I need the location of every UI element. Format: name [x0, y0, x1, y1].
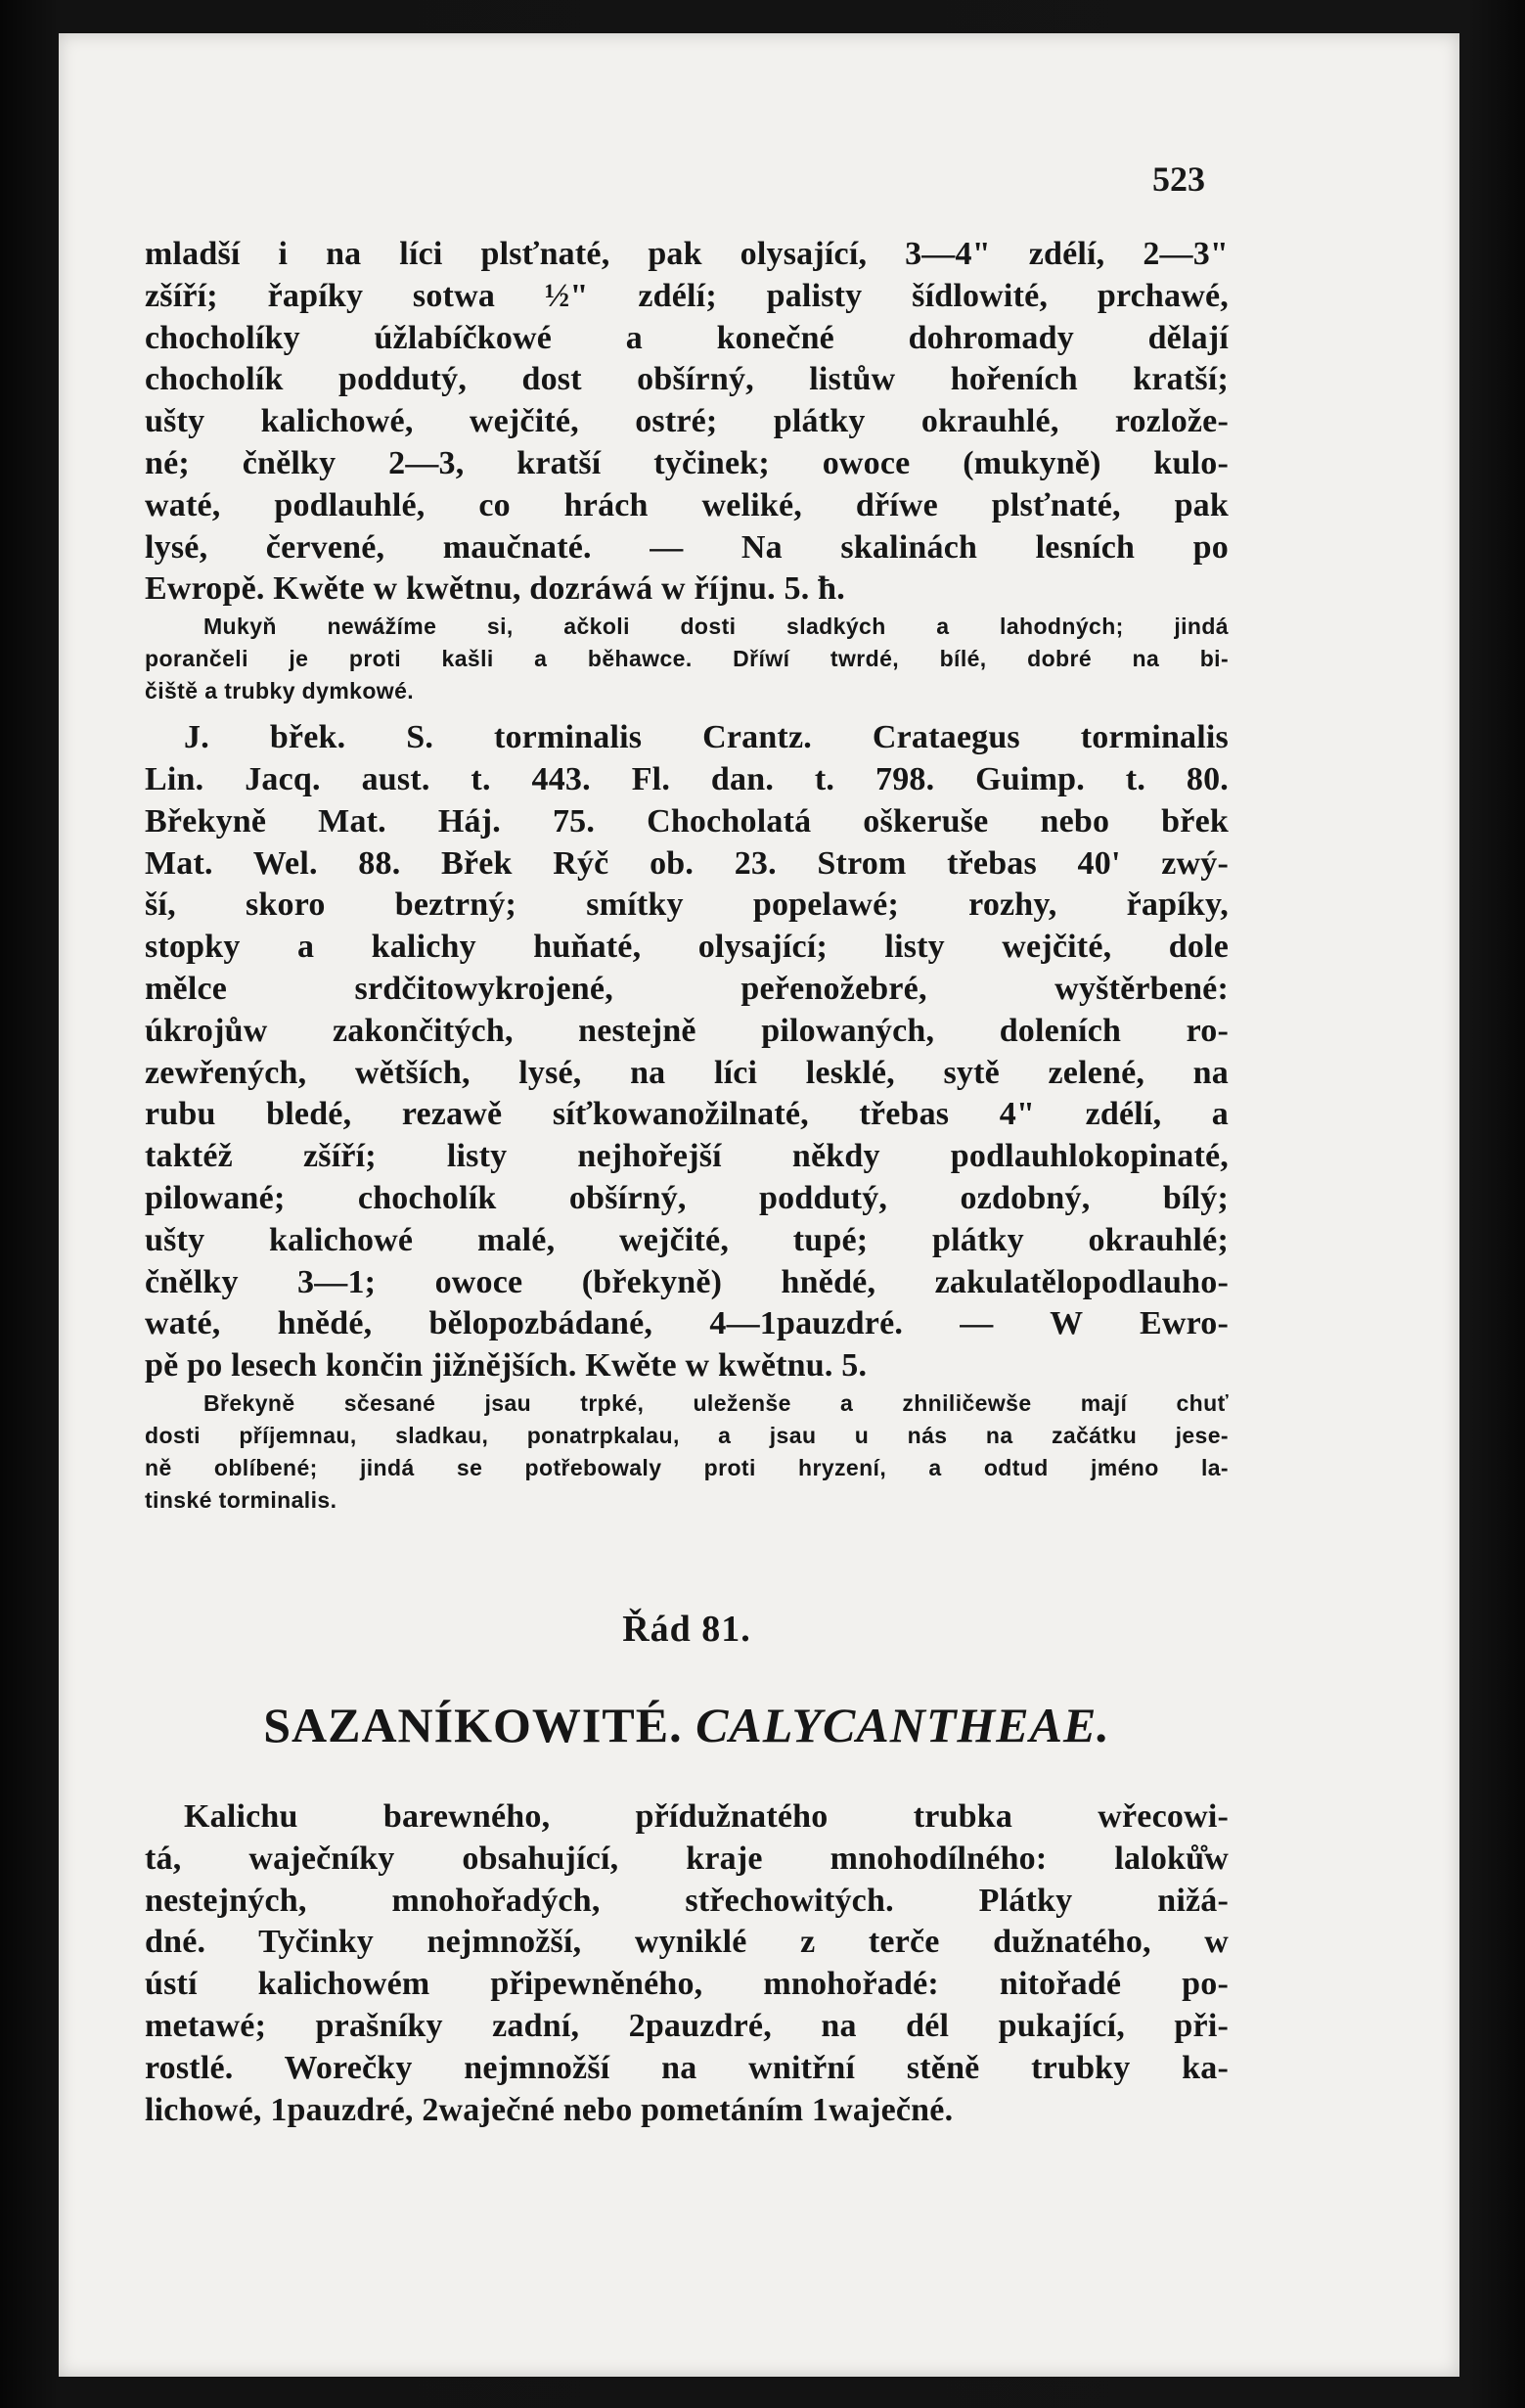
note-line: ně oblíbené; jindá se potřebowaly proti hryzení, a odtud jméno la- [145, 1454, 1229, 1480]
page-text [145, 234, 1229, 2131]
family-heading [145, 1693, 1229, 1757]
section-family-description [145, 1796, 1229, 2131]
text-line: Kalichu barewného, přídužnatého trubka wřecowi- [184, 1797, 1229, 1835]
text-line: ší, skoro beztrný; smítky popelawé; rozhy, řapíky, [145, 886, 1229, 924]
note-mukyne [145, 611, 1229, 707]
note-line: Břekyně sčesané jsau trpké, uleženše a zhniličewše mají chuť [203, 1389, 1229, 1416]
text-line: stopky a kalichy huňaté, olysající; listy wejčité, dole [145, 929, 1229, 966]
text-line: Břekyně Mat. Háj. 75. Chocholatá oškeruše nebo břek [145, 802, 1229, 840]
text-line: rostlé. Worečky nejmnožší na wnitřní stěně trubky ka- [145, 2049, 1229, 2086]
family-heading-latin: CALYCANTHEAE. [695, 1697, 1110, 1752]
page-number: 523 [1152, 159, 1205, 199]
text-line: nestejných, mnohořadých, střechowitých. Plátky nižá- [145, 1882, 1229, 1919]
text-line: mladší i na líci plsťnaté, pak olysající, 3—4" zdélí, 2—3" [145, 236, 1229, 272]
section-sorbus-continued [145, 234, 1229, 611]
note-brekyne [145, 1387, 1229, 1517]
text-line: mělce srdčitowykrojené, peřenožebré, wyštěrbené: [145, 970, 1229, 1007]
order-label: Řád 81. [622, 1608, 751, 1650]
text-line: ústí kalichowém připewněného, mnohořadé: nitořadé po- [145, 1966, 1229, 2003]
text-line: Lin. Jacq. aust. t. 443. Fl. dan. t. 798. Guimp. t. 80. [145, 760, 1229, 797]
note-line: tinské torminalis. [145, 1486, 337, 1513]
book-page [59, 33, 1459, 2377]
text-line: ušty kalichowé, wejčité, ostré; plátky okrauhlé, rozlože- [145, 403, 1229, 440]
text-line: čnělky 3—1; owoce (břekyně) hnědé, zakulatělopodlauho- [145, 1263, 1229, 1300]
text-line: chocholík poddutý, dost obšírný, listůw hořeních kratší; [145, 361, 1229, 398]
text-line: pě po lesech končin jižnějších. Kwěte w kwětnu. 5. [145, 1347, 868, 1385]
text-line: dné. Tyčinky nejmnožší, wyniklé z terče dužnatého, w [145, 1924, 1229, 1961]
note-line: porančeli je proti kašli a běhawce. Dříwí twrdé, bílé, dobré na bi- [145, 646, 1229, 672]
text-line: lysé, červené, maučnaté. — Na skalinách lesních po [145, 528, 1229, 566]
note-line: dosti příjemnau, sladkau, ponatrpkalau, a jsau u nás na začátku jese- [145, 1422, 1229, 1448]
spacer [145, 1654, 1229, 1693]
section-sorbus-torminalis [145, 717, 1229, 1387]
text-line: taktéž zšíří; listy nejhořejší někdy podlauhlokopinaté, [145, 1138, 1229, 1175]
text-line: lichowé, 1pauzdré, 2waječné nebo pometáním 1waječné. [145, 2091, 954, 2128]
note-line: Mukyň newážíme si, ačkoli dosti sladkých a lahodných; jindá [203, 613, 1229, 640]
text-line: waté, podlauhlé, co hrách weliké, dříwe plsťnaté, pak [145, 486, 1229, 523]
spacer [145, 707, 1229, 717]
text-line: né; čnělky 2—3, kratší tyčinek; owoce (mukyně) kulo- [145, 444, 1229, 481]
text-line: zšíří; řapíky sotwa ½" zdélí; palisty šídlowité, prchawé, [145, 277, 1229, 314]
spacer [145, 1757, 1229, 1796]
text-line: metawé; prašníky zadní, 2pauzdré, na dél pukající, při- [145, 2007, 1229, 2044]
text-line: ušty kalichowé malé, wejčité, tupé; plátky okrauhlé; [145, 1221, 1229, 1258]
family-heading-czech: SAZANÍKOWITÉ. [263, 1697, 683, 1752]
text-line: tá, waječníky obsahující, kraje mnohodílného: laloků̊w [145, 1840, 1229, 1877]
text-line: Mat. Wel. 88. Břek Rýč ob. 23. Strom třebas 40' zwý- [145, 844, 1229, 882]
text-line: J. břek. S. torminalis Crantz. Crataegus torminalis [184, 719, 1229, 756]
text-line: úkrojůw zakončitých, nestejně pilowaných, doleních ro- [145, 1012, 1229, 1049]
text-line: waté, hnědé, bělopozbádané, 4—1pauzdré. — W Ewro- [145, 1305, 1229, 1342]
text-line: Ewropě. Kwěte w kwětnu, dozráwá w říjnu. 5. ħ. [145, 570, 845, 608]
text-line: chocholíky úžlabíčkowé a konečné dohromady dělají [145, 319, 1229, 356]
text-line: zewřených, wětších, lysé, na líci lesklé, sytě zelené, na [145, 1054, 1229, 1091]
text-line: pilowané; chocholík obšírný, poddutý, ozdobný, bílý; [145, 1179, 1229, 1216]
note-line: čiště a trubky dymkowé. [145, 678, 415, 704]
spacer [145, 1517, 1229, 1605]
text-line: rubu bledé, rezawě síťkowanožilnaté, třebas 4" zdélí, a [145, 1096, 1229, 1133]
